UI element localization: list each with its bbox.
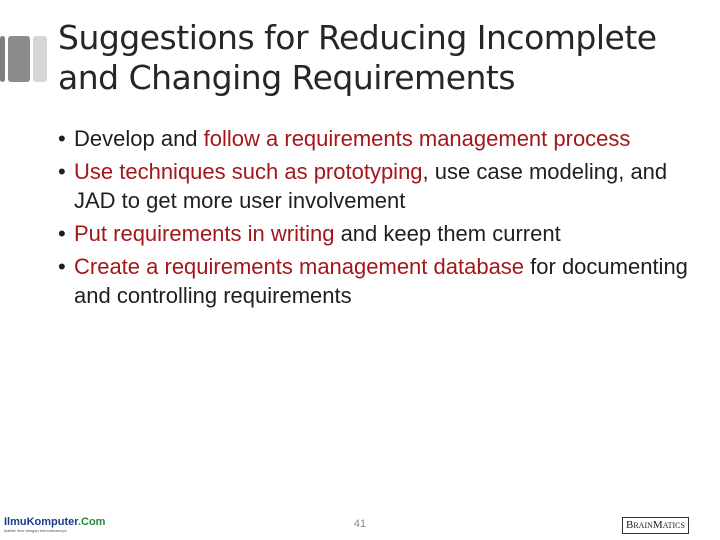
logo-text: RAIN [633, 521, 653, 530]
bullet-text: for documenting and controlling requirements [74, 254, 688, 308]
brainmatics-logo [622, 517, 689, 534]
bullet-item [58, 157, 698, 215]
highlighted-text: Use techniques such as prototyping [74, 159, 423, 184]
bullet-marker: • [58, 126, 66, 151]
logo-text: ATICS [662, 521, 685, 530]
bullet-item [58, 219, 698, 248]
bullet-marker: • [58, 159, 66, 184]
title-accent-bars [0, 36, 48, 82]
accent-bar [8, 36, 30, 82]
accent-bar [33, 36, 47, 82]
logo-tagline: Ikatlah ilmu dengan menuliskannya [4, 528, 67, 533]
bullet-text: , use case modeling, and JAD to get more user involvement [74, 159, 668, 213]
highlighted-text: follow a requirements management process [203, 126, 631, 151]
logo-text: M [652, 519, 663, 531]
bullet-marker: • [58, 221, 66, 246]
bullet-text: Develop and [74, 126, 204, 151]
ilmukomputer-logo [4, 516, 105, 534]
bullet-marker: • [58, 254, 66, 279]
bullet-item [58, 252, 698, 310]
logo-text: IlmuKomputer [4, 516, 78, 528]
bullet-list [58, 124, 698, 314]
page-number: 41 [353, 518, 367, 530]
bullet-item [58, 124, 698, 153]
accent-bar [0, 36, 5, 82]
logo-text: B [626, 519, 634, 531]
logo-text: .Com [77, 516, 106, 528]
bullet-text: and keep them current [334, 221, 561, 246]
slide-title: Suggestions for Reducing Incomplete and Changing Requirements [58, 18, 657, 97]
highlighted-text: Put requirements in writing [74, 221, 335, 246]
highlighted-text: Create a requirements management database [74, 254, 525, 279]
